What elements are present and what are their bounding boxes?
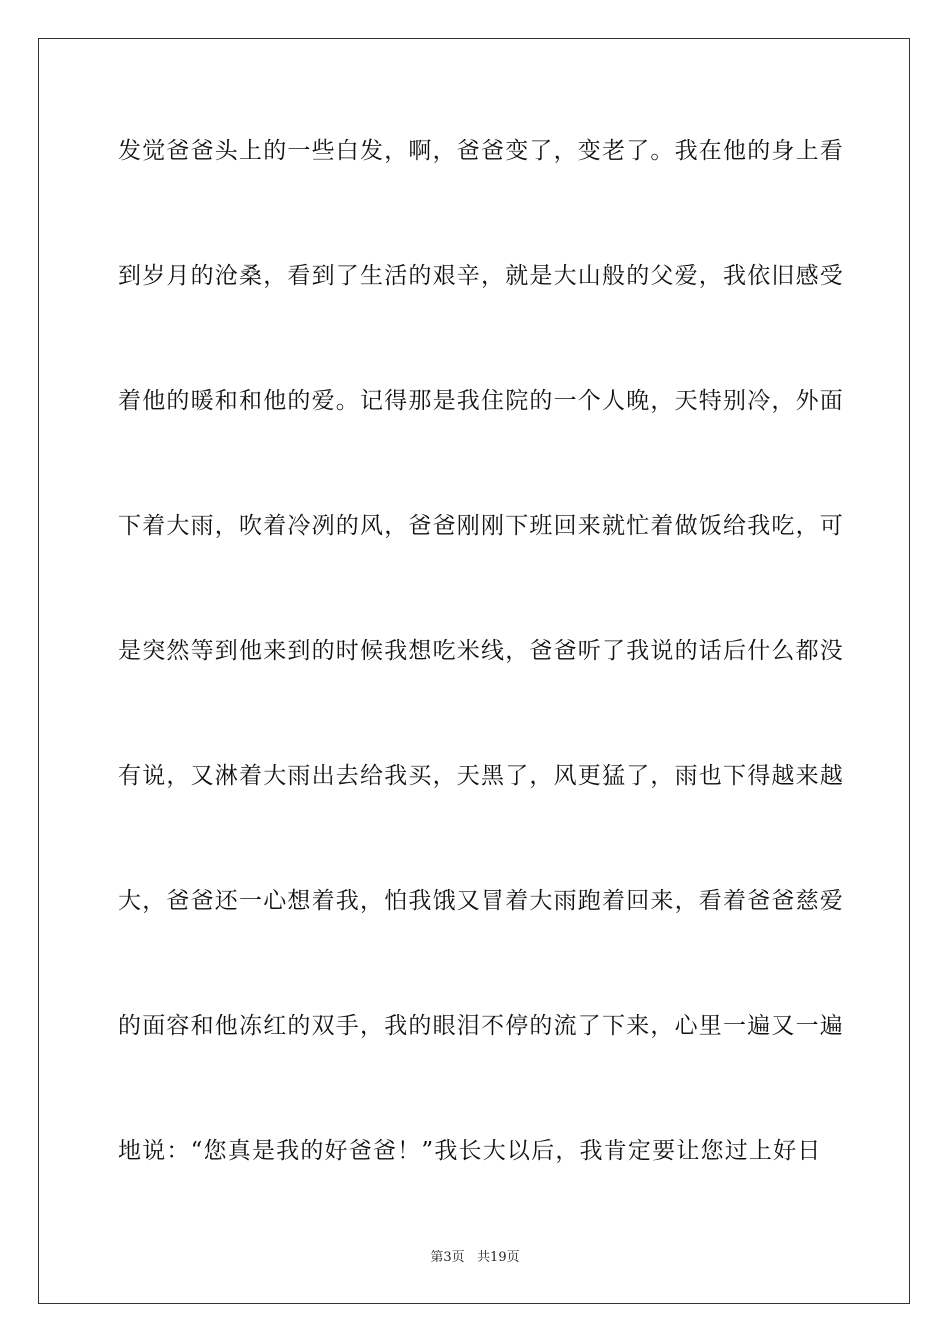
body-text	[118, 130, 844, 1255]
text-line: 下着大雨，吹着冷冽的风，爸爸刚刚下班回来就忙着做饭给我吃，可	[118, 513, 844, 539]
text-line: 的面容和他冻红的双手，我的眼泪不停的流了下来，心里一遍又一遍	[118, 1013, 844, 1039]
text-line: 地说：“您真是我的好爸爸！”我长大以后，我肯定要让您过上好日	[118, 1138, 822, 1164]
text-line: 发觉爸爸头上的一些白发，啊，爸爸变了，变老了。我在他的身上看	[118, 138, 844, 164]
text-line: 大，爸爸还一心想着我，怕我饿又冒着大雨跑着回来，看着爸爸慈爱	[118, 888, 844, 914]
text-line: 着他的暖和和他的爱。记得那是我住院的一个人晚，天特别冷，外面	[118, 388, 844, 414]
text-line: 有说，又淋着大雨出去给我买，天黑了，风更猛了，雨也下得越来越	[118, 763, 844, 789]
page-number-footer: 第3页 共19页	[430, 1250, 520, 1265]
text-line: 到岁月的沧桑，看到了生活的艰辛，就是大山般的父爱，我依旧感受	[118, 263, 844, 289]
text-line: 是突然等到他来到的时候我想吃米线，爸爸听了我说的话后什么都没	[118, 638, 844, 664]
